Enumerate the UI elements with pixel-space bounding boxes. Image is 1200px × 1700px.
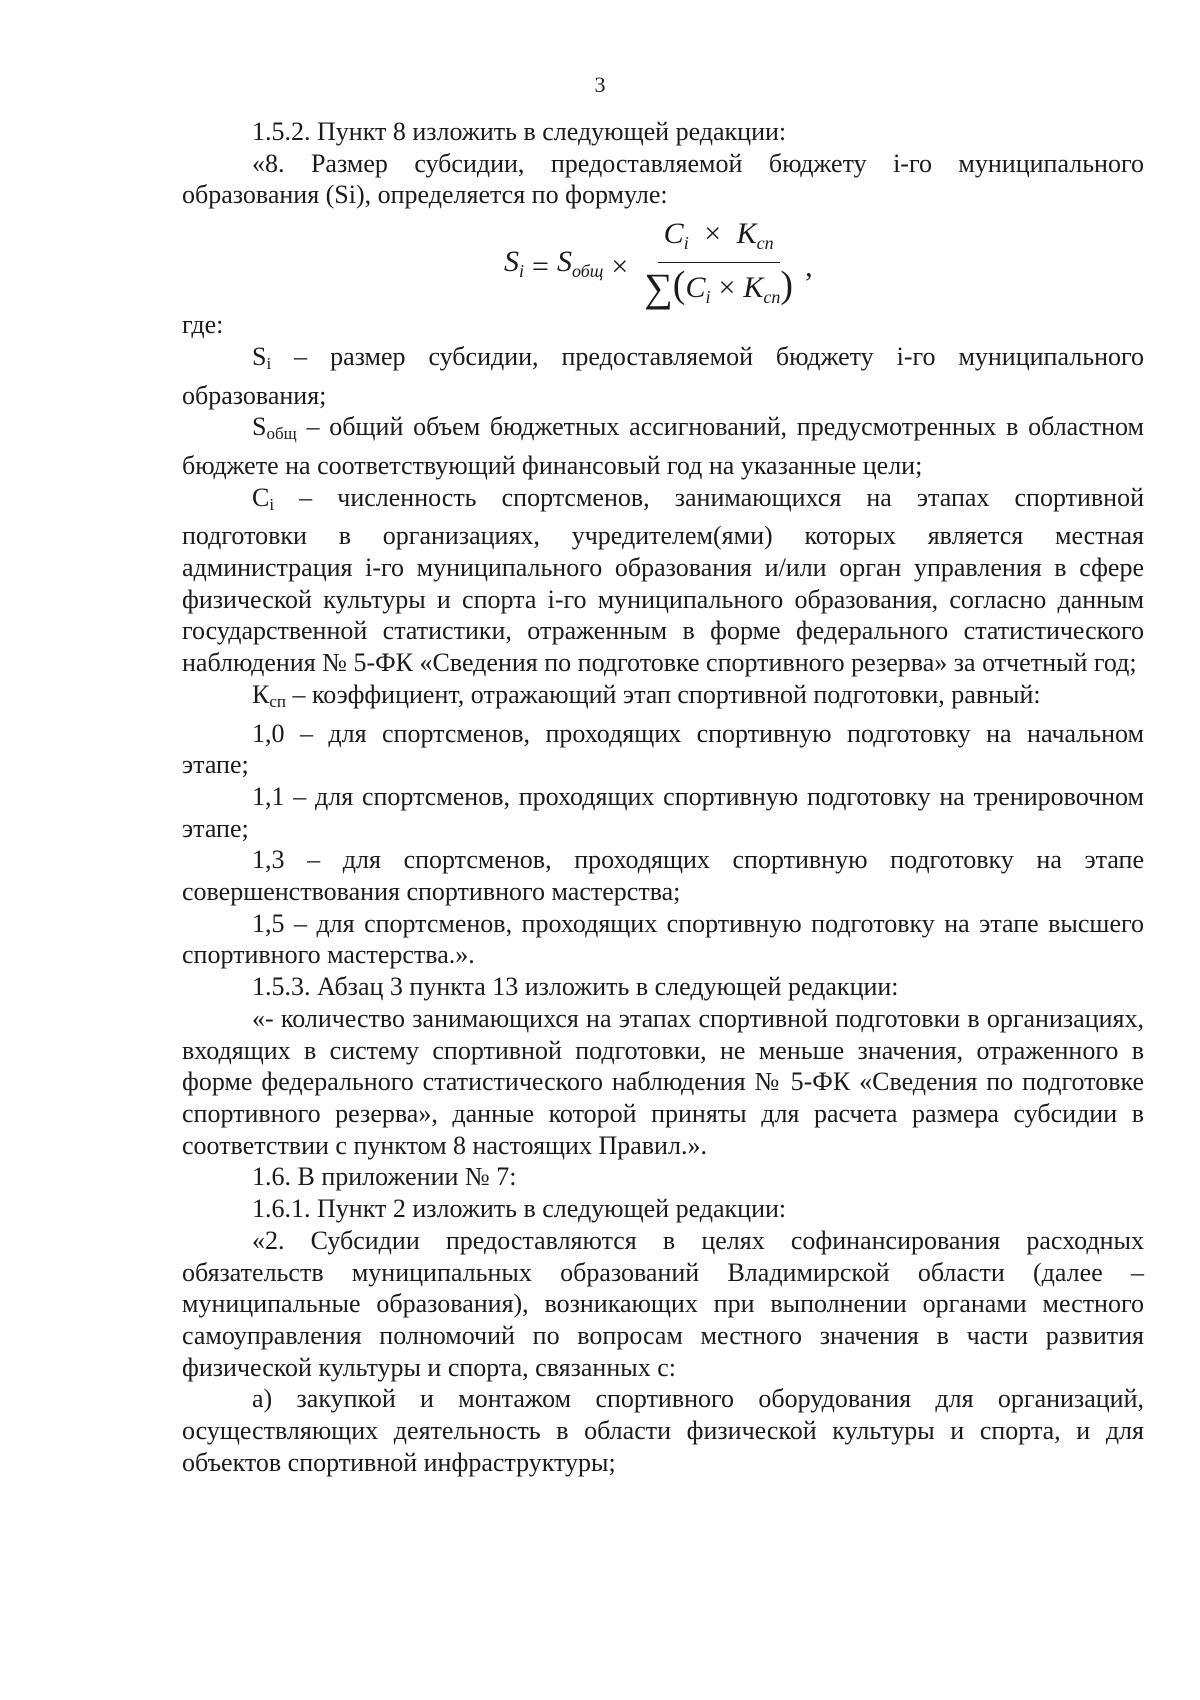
definition-ci: $C_i$ – численность спортсменов, занимающихся на этапах спортивной подготовки в организациях, учредителем(ями) которых является местная администрация i-го муниципального образования и/или орган управления в сфере физической культуры и спорта i-го муниципального образования, согласно данным государственной статистики, отраженным в форме федерального статистического наблюдения № 5-ФК «Сведения по подготовке спортивного резерва» за отчетный год; (182, 482, 1144, 678)
formula-equals: = (532, 250, 549, 284)
formula-s-total: $S_{общ}$ (556, 245, 604, 282)
coefficient-1-3: 1,3 – для спортсменов, проходящих спортивную подготовку на этапе совершенствования спортивного мастерства; (182, 845, 1144, 907)
paragraph-1-6: 1.6. В приложении № 7: (252, 1162, 517, 1192)
coefficient-1-1: 1,1 – для спортсменов, проходящих спортивную подготовку на тренировочном этапе; (182, 781, 1144, 843)
definition-sobsh: $S_{общ}$ – общий объем бюджетных ассигнований, предусмотренных в областном бюджете на соответствующий финансовый год на указанные цели; (182, 412, 1144, 480)
paragraph-point-2: «2. Субсидии предоставляются в целях софинансирования расходных обязательств муниципальных образований Владимирской области (далее – муниципальные образования), возникающих при выполнении органами местного самоуправления полномочий по вопросам местного значения в части развития физической культуры и спорта, связанных с: (182, 1225, 1144, 1382)
where-label: где: (182, 310, 224, 340)
definition-si: $S_i$ – размер субсидии, предоставляемой бюджету i-го муниципального образования; (182, 341, 1144, 410)
coefficient-1-0: 1,0 – для спортсменов, проходящих спортивную подготовку на начальном этапе; (182, 718, 1144, 780)
formula-numerator: $C_i \times K_{сп}$ (658, 217, 780, 263)
formula-trailing-comma: , (805, 250, 813, 284)
paragraph-item-a: а) закупкой и монтажом спортивного оборудования для организаций, осуществляющих деятельность в области физической культуры и спорта, и для объектов спортивной инфраструктуры; (182, 1384, 1144, 1477)
page-number: 3 (594, 72, 606, 97)
document-body (182, 116, 1144, 1478)
paragraph-athletes-count: «- количество занимающихся на этапах спортивной подготовки в организациях, входящих в систему спортивной подготовки, не меньше значения, отраженного в форме федерального статистического наблюдения № 5-ФК «Сведения по подготовке спортивного резерва», данные которой приняты для расчета размера субсидии в соответствии с пунктом 8 настоящих Правил.». (182, 1003, 1144, 1160)
paragraph-1-6-1: 1.6.1. Пункт 2 изложить в следующей редакции: (252, 1194, 787, 1224)
formula-expression (504, 217, 813, 317)
subsidy-formula (182, 211, 1144, 309)
definition-ksp: $К_{сп}$ – коэффициент, отражающий этап спортивной подготовки, равный: (252, 679, 1041, 711)
paragraph-1-5-3: 1.5.3. Абзац 3 пункта 13 изложить в следующей редакции: (252, 972, 899, 1002)
paragraph-point-8: «8. Размер субсидии, предоставляемой бюджету i-го муниципального образования (Si), определяется по формуле: (182, 148, 1144, 210)
coefficient-1-5: 1,5 – для спортсменов, проходящих спортивную подготовку на этапе высшего спортивного мастерства.». (182, 908, 1144, 970)
formula-denominator: $\sum(C_i \times K_{сп})$ (644, 264, 794, 311)
formula-lhs: $S_i$ (504, 245, 525, 282)
formula-times: × (611, 250, 629, 284)
formula-fraction (638, 217, 799, 317)
paragraph-1-5-2: 1.5.2. Пункт 8 изложить в следующей редакции: (252, 117, 787, 146)
